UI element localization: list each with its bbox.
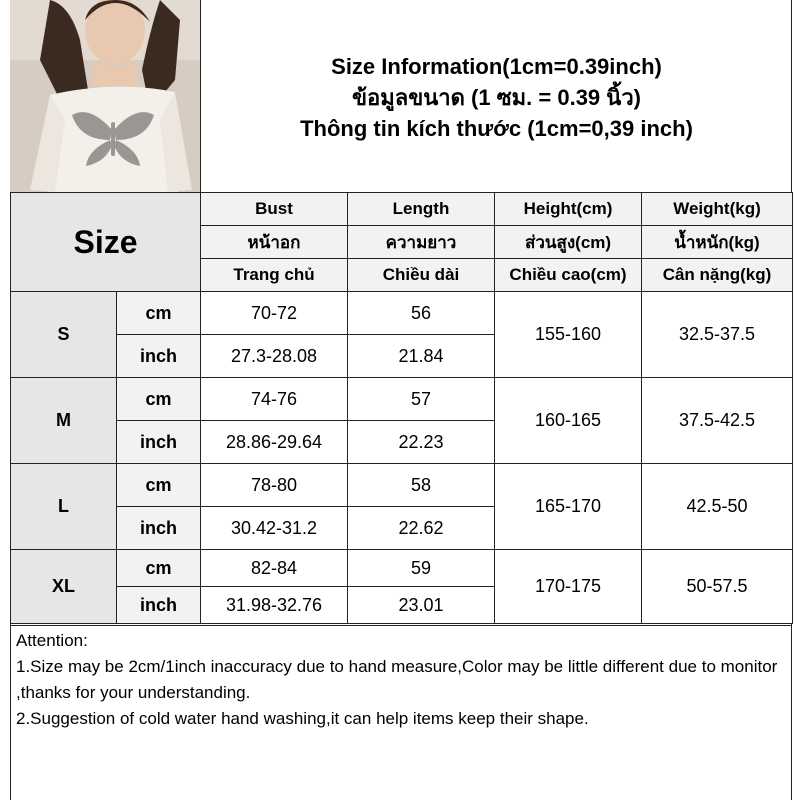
- attention-notes: [10, 625, 792, 800]
- length-cm-value: 59: [348, 550, 495, 587]
- bust-cm-value: 82-84: [201, 550, 348, 587]
- unit-inch: inch: [117, 587, 201, 624]
- unit-inch: inch: [117, 507, 201, 550]
- table-row: [11, 378, 793, 421]
- unit-inch: inch: [117, 335, 201, 378]
- weight-header-th: น้ำหนัก(kg): [642, 226, 793, 259]
- size-table: [10, 192, 793, 624]
- notes-heading: Attention:: [16, 631, 88, 650]
- unit-cm: cm: [117, 464, 201, 507]
- length-header-vi: Chiều dài: [348, 259, 495, 292]
- bust-header-th: หน้าอก: [201, 226, 348, 259]
- weight-value: 50-57.5: [642, 550, 793, 624]
- note-item-1: 1.Size may be 2cm/1inch inaccuracy due to hand measure,Color may be little different due to monitor ,thanks for your understanding.: [16, 657, 778, 702]
- height-header-vi: Chiều cao(cm): [495, 259, 642, 292]
- table-row: [11, 550, 793, 587]
- unit-inch: inch: [117, 421, 201, 464]
- length-cm-value: 57: [348, 378, 495, 421]
- height-header-en: Height(cm): [495, 193, 642, 226]
- height-header-th: ส่วนสูง(cm): [495, 226, 642, 259]
- length-inch-value: 23.01: [348, 587, 495, 624]
- size-label-xl: XL: [11, 550, 117, 624]
- height-value: 155-160: [495, 292, 642, 378]
- table-row: [11, 464, 793, 507]
- table-row: [11, 292, 793, 335]
- height-value: 170-175: [495, 550, 642, 624]
- bust-inch-value: 27.3-28.08: [201, 335, 348, 378]
- product-photo: [10, 0, 200, 192]
- size-label-m: M: [11, 378, 117, 464]
- title-vietnamese: Thông tin kích thước (1cm=0,39 inch): [300, 115, 693, 141]
- length-cm-value: 58: [348, 464, 495, 507]
- bust-cm-value: 70-72: [201, 292, 348, 335]
- model-illustration: [10, 0, 200, 192]
- bust-inch-value: 30.42-31.2: [201, 507, 348, 550]
- length-header-en: Length: [348, 193, 495, 226]
- bust-inch-value: 31.98-32.76: [201, 587, 348, 624]
- bust-inch-value: 28.86-29.64: [201, 421, 348, 464]
- length-header-th: ความยาว: [348, 226, 495, 259]
- bust-cm-value: 74-76: [201, 378, 348, 421]
- length-cm-value: 56: [348, 292, 495, 335]
- length-inch-value: 21.84: [348, 335, 495, 378]
- unit-cm: cm: [117, 550, 201, 587]
- title-english: Size Information(1cm=0.39inch): [331, 53, 662, 79]
- bust-header-vi: Trang chủ: [201, 259, 348, 292]
- unit-cm: cm: [117, 378, 201, 421]
- weight-header-vi: Cân nặng(kg): [642, 259, 793, 292]
- size-label-s: S: [11, 292, 117, 378]
- weight-value: 42.5-50: [642, 464, 793, 550]
- bust-header-en: Bust: [201, 193, 348, 226]
- title-block: [200, 0, 792, 192]
- length-inch-value: 22.62: [348, 507, 495, 550]
- bust-cm-value: 78-80: [201, 464, 348, 507]
- height-value: 165-170: [495, 464, 642, 550]
- title-thai: ข้อมูลขนาด (1 ซม. = 0.39 นิ้ว): [351, 84, 641, 110]
- weight-value: 32.5-37.5: [642, 292, 793, 378]
- note-item-2: 2.Suggestion of cold water hand washing,it can help items keep their shape.: [16, 709, 589, 728]
- weight-header-en: Weight(kg): [642, 193, 793, 226]
- unit-cm: cm: [117, 292, 201, 335]
- size-label-l: L: [11, 464, 117, 550]
- weight-value: 37.5-42.5: [642, 378, 793, 464]
- height-value: 160-165: [495, 378, 642, 464]
- length-inch-value: 22.23: [348, 421, 495, 464]
- size-column-header: Size: [11, 193, 201, 292]
